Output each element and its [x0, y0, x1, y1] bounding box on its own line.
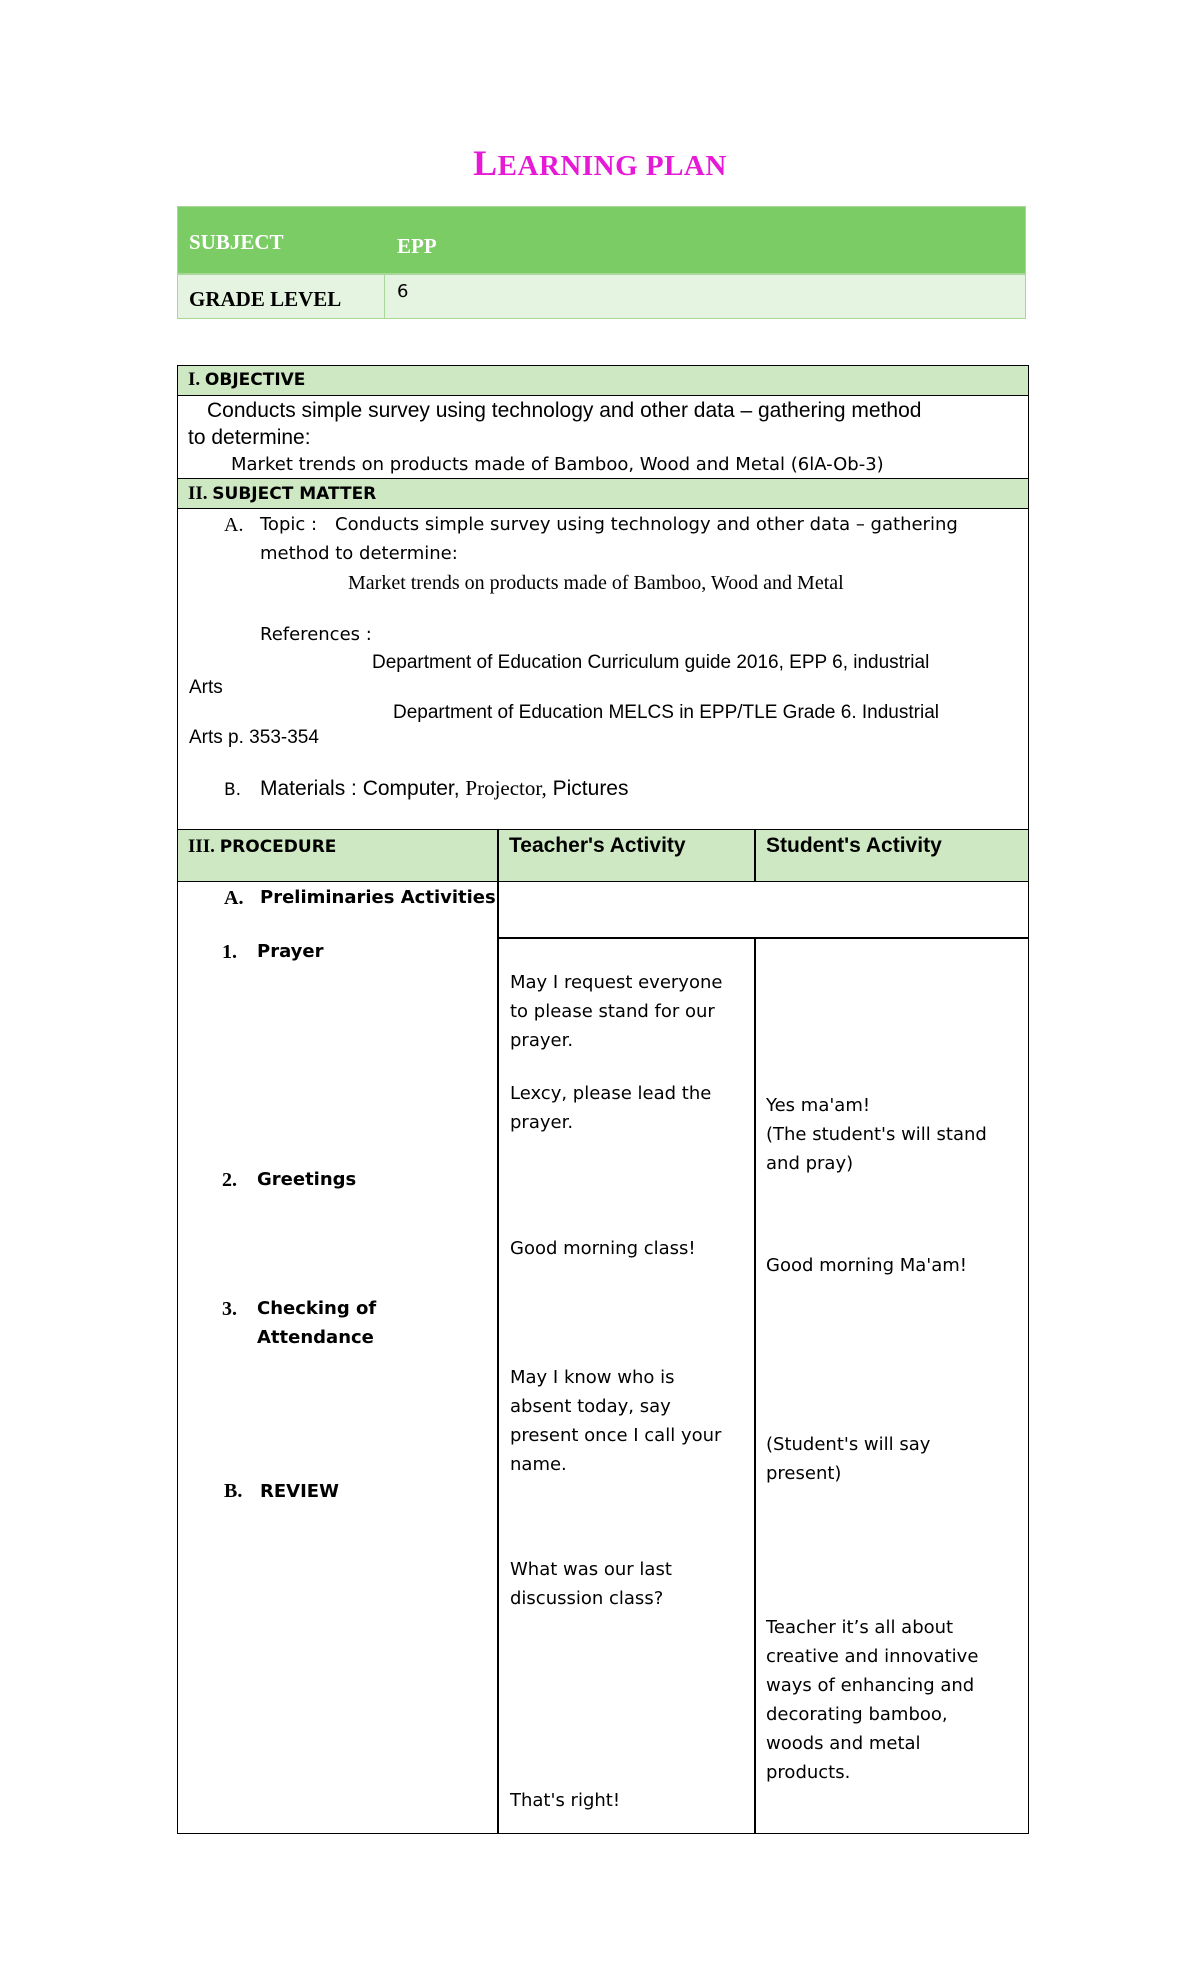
step-2-label: Greetings [257, 1169, 357, 1190]
subject-matter-heading [188, 483, 376, 505]
teacher-text-4c: present once I call your [510, 1425, 722, 1446]
objective-line-3: Market trends on products made of Bamboo, Wood and Metal (6lA-Ob-3) [231, 454, 884, 475]
procedure-heading-text: PROCEDURE [219, 837, 337, 857]
objective-line-1: Conducts simple survey using technology and other data – gathering method [207, 399, 922, 422]
step-b-label: REVIEW [260, 1481, 339, 1502]
step-3-marker: 3. [222, 1298, 237, 1320]
subject-matter-heading-text: SUBJECT MATTER [212, 484, 377, 504]
grade-divider [384, 274, 385, 319]
teacher-text-2a: Lexcy, please lead the [510, 1083, 712, 1104]
materials-marker: B. [224, 780, 242, 800]
teacher-activity-header: Teacher's Activity [509, 834, 686, 857]
student-text-1a: Yes ma'am! [766, 1095, 871, 1116]
procedure-heading-num: III. [188, 836, 220, 857]
step-b-marker: B. [224, 1480, 243, 1502]
procedure-col-divider-1 [497, 829, 499, 1834]
topic-line-3: Market trends on products made of Bamboo, Wood and Metal [348, 572, 844, 594]
step-1-label: Prayer [257, 941, 324, 962]
references-label: References : [260, 624, 372, 645]
topic-marker: A. [224, 514, 244, 536]
step-3-label: Checking of [257, 1298, 377, 1319]
reference-1-line-2: Arts [189, 677, 223, 698]
preliminaries-row-divider [497, 937, 1029, 939]
materials-rest: Pictures [546, 777, 629, 800]
step-2-marker: 2. [222, 1169, 237, 1191]
grade-value: 6 [397, 281, 409, 302]
topic-label: Topic : [260, 514, 318, 535]
step-a-label: Preliminaries Activities [260, 887, 496, 908]
subject-row [177, 206, 1026, 274]
topic-line-2: method to determine: [260, 543, 458, 564]
reference-1-line-1: Department of Education Curriculum guide 2016, EPP 6, industrial [372, 652, 930, 673]
procedure-col-divider-2 [754, 938, 756, 1834]
objective-line-2: to determine: [188, 426, 311, 449]
materials-label: Materials : Computer, [260, 777, 466, 800]
student-text-4a: Teacher it’s all about [766, 1617, 954, 1638]
step-3-label-2: Attendance [257, 1327, 374, 1348]
student-activity-header: Student's Activity [766, 834, 942, 857]
student-text-4c: ways of enhancing and [766, 1675, 975, 1696]
step-1-marker: 1. [222, 941, 237, 963]
teacher-text-5a: What was our last [510, 1559, 672, 1580]
teacher-text-6: That's right! [510, 1790, 621, 1811]
teacher-text-1b: to please stand for our [510, 1001, 715, 1022]
step-a-marker: A. [224, 887, 244, 909]
teacher-text-5b: discussion class? [510, 1588, 664, 1609]
materials-projector: Projector, [465, 776, 547, 800]
procedure-col-divider-2-head [754, 829, 756, 882]
teacher-text-4b: absent today, say [510, 1396, 671, 1417]
teacher-text-4d: name. [510, 1454, 567, 1475]
title-rest: EARNING PLAN [497, 150, 727, 182]
student-text-3a: (Student's will say [766, 1434, 931, 1455]
student-text-2: Good morning Ma'am! [766, 1255, 968, 1276]
student-text-1b: (The student's will stand [766, 1124, 987, 1145]
teacher-text-1a: May I request everyone [510, 972, 723, 993]
grade-label: GRADE LEVEL [189, 287, 342, 311]
teacher-text-2b: prayer. [510, 1112, 574, 1133]
title-initial: L [473, 143, 498, 183]
teacher-text-3: Good morning class! [510, 1238, 696, 1259]
student-text-4f: products. [766, 1762, 851, 1783]
objective-heading-text: OBJECTIVE [204, 370, 306, 390]
subject-value: EPP [397, 234, 437, 258]
teacher-text-1c: prayer. [510, 1030, 574, 1051]
objective-heading [188, 369, 305, 391]
page-title [0, 142, 1200, 184]
reference-2-line-2: Arts p. 353-354 [189, 727, 319, 748]
subject-matter-heading-num: II. [188, 483, 213, 504]
teacher-text-4a: May I know who is [510, 1367, 675, 1388]
procedure-heading [188, 836, 336, 858]
topic-line-1: Conducts simple survey using technology and other data – gathering [335, 514, 958, 535]
student-text-4d: decorating bamboo, [766, 1704, 948, 1725]
student-text-4b: creative and innovative [766, 1646, 979, 1667]
student-text-1c: and pray) [766, 1153, 854, 1174]
materials-line [260, 776, 629, 801]
subject-label: SUBJECT [189, 230, 284, 254]
objective-heading-num: I. [188, 369, 205, 390]
student-text-4e: woods and metal [766, 1733, 921, 1754]
reference-2-line-1: Department of Education MELCS in EPP/TLE Grade 6. Industrial [393, 702, 939, 723]
student-text-3b: present) [766, 1463, 842, 1484]
